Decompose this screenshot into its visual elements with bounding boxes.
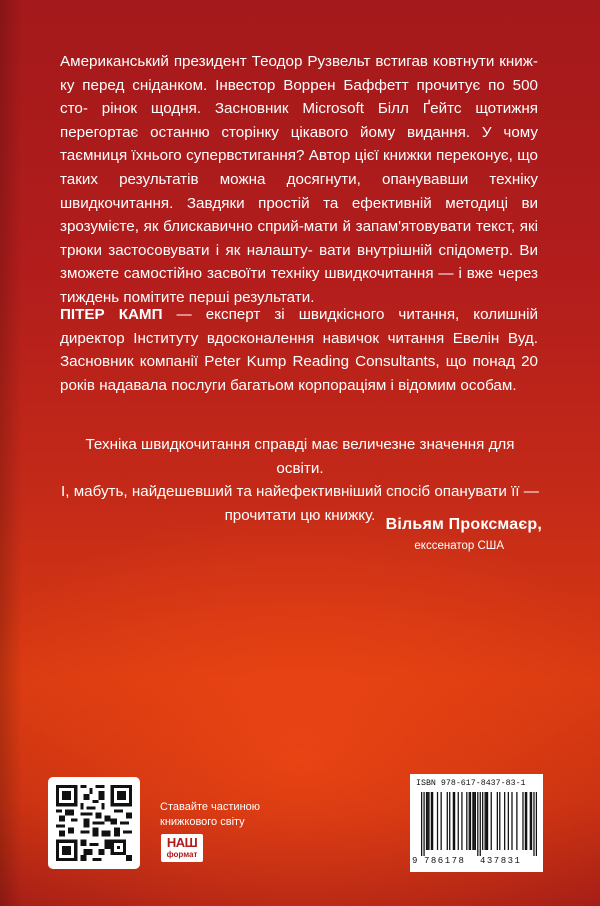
barcode-bar — [497, 792, 498, 850]
barcode-bar — [533, 792, 534, 856]
barcode-bar — [453, 792, 454, 850]
publisher-logo — [161, 834, 203, 862]
quote-paragraph — [60, 433, 540, 527]
quote-text — [60, 433, 540, 527]
barcode-bar — [508, 792, 509, 850]
barcode-bar — [486, 792, 487, 850]
author-bio-line: директор Інституту вдосконалення навичок читання Евелін Вуд. — [60, 329, 538, 347]
author-bio-text — [60, 303, 538, 397]
description-line: Американський президент Теодор Рузвельт встигав ковтнути книж- — [60, 53, 538, 70]
barcode-bars — [421, 792, 537, 856]
barcode-bar — [431, 792, 432, 850]
author-bio-line: 20 років надавала послуги багатьом корпораціям і відомим особам. — [60, 353, 538, 394]
barcode-digits-right: 437831 — [480, 856, 522, 866]
barcode-bar — [499, 792, 500, 850]
barcode-bar — [530, 792, 531, 850]
slogan-line: Ставайте частиною — [160, 801, 261, 813]
barcode-bar — [454, 792, 455, 850]
barcode-bar — [474, 792, 475, 850]
slogan-line: книжкового світу — [160, 816, 245, 828]
quote-author-name: Вільям Проксмаєр, — [385, 516, 542, 533]
barcode-bar — [469, 792, 470, 850]
barcode-bar — [427, 792, 428, 850]
description-paragraph — [60, 50, 538, 310]
barcode-bar — [516, 792, 517, 850]
barcode-bar — [482, 792, 483, 850]
barcode-bar — [421, 792, 422, 856]
barcode-bar — [531, 792, 532, 850]
qr-code — [48, 777, 140, 869]
qr-code-icon — [56, 785, 132, 861]
logo-bottom-text: формат — [166, 850, 198, 859]
barcode-bar — [484, 792, 485, 850]
description-line: рінок щодня. Засновник Microsoft Білл Ґейтс щотижня перегортає — [60, 100, 538, 141]
barcode-bar — [466, 792, 467, 850]
description-line: можна досягнути, опанувавши техніку швидкочитання. Завдяки — [60, 170, 538, 212]
barcode-digit-first: 9 — [412, 856, 418, 866]
description-line: простій та ефективній методиці ви зрозумієте, як блискавично сприй- — [60, 194, 538, 236]
description-line: вати внутрішній спідометр. Ви зможете самостійно засвоїти техніку — [60, 241, 538, 283]
author-name: ПІТЕР КАМП — [60, 306, 163, 323]
barcode-bar — [461, 792, 462, 850]
barcode-bar — [449, 792, 450, 850]
isbn-label: ISBN 978-617-8437-83-1 — [416, 779, 526, 788]
barcode-bar — [447, 792, 448, 850]
logo-top-text: НАШ — [166, 835, 198, 850]
description-line: ку перед сніданком. Інвестор Воррен Баффетт прочитує по 500 сто- — [60, 76, 538, 118]
barcode-bar — [458, 792, 459, 850]
barcode-bar — [432, 792, 433, 850]
author-bio-paragraph — [60, 303, 538, 397]
barcode-bar — [480, 792, 481, 856]
barcode-bar — [426, 792, 427, 850]
barcode-bar — [475, 792, 476, 850]
description-text — [60, 50, 538, 310]
barcode-bar — [441, 792, 442, 850]
barcode-bar — [487, 792, 488, 850]
barcode-digits-left: 786178 — [424, 856, 466, 866]
barcode-bar — [511, 792, 512, 850]
barcode-bar — [423, 792, 424, 856]
description-line: супервстигання? Автор цієї книжки переконує, що таких результатів — [60, 147, 538, 188]
barcode-bar — [522, 792, 523, 850]
quote-line: Техніка швидкочитання справді має величезне значення для освіти. — [85, 436, 515, 477]
quote-line: І, мабуть, найдешевший та найефективніший спосіб опанувати її — — [61, 483, 539, 501]
barcode-bar — [472, 792, 473, 850]
description-line: мати й запам'ятовувати текст, які трюки застосовувати і як налашту- — [60, 218, 538, 259]
publisher-slogan — [160, 800, 260, 830]
barcode-bar — [504, 792, 505, 850]
isbn-barcode — [410, 774, 543, 872]
spine-shadow — [0, 0, 22, 906]
quote-line: прочитати цю книжку. — [224, 506, 376, 524]
barcode-bar — [437, 792, 438, 850]
barcode-bar — [525, 792, 526, 850]
barcode-bar — [491, 792, 492, 850]
quote-author-title: екссенатор США — [414, 540, 504, 552]
barcode-bar — [477, 792, 478, 856]
author-bio-line: — експерт зі швидкісного читання, колишній — [162, 306, 538, 323]
description-line: швидкочитання — і вже через тиждень помітите перші результати. — [60, 265, 539, 306]
description-line: останню сторінку цікавого йому видання. У чому таємниця їхнього — [60, 123, 538, 165]
barcode-bar — [536, 792, 537, 856]
barcode-bar — [526, 792, 527, 850]
barcode-bar — [470, 792, 471, 850]
barcode-bar — [428, 792, 429, 850]
author-bio-line: Засновник компанії Peter Kump Reading Consultants, що понад — [60, 353, 515, 371]
